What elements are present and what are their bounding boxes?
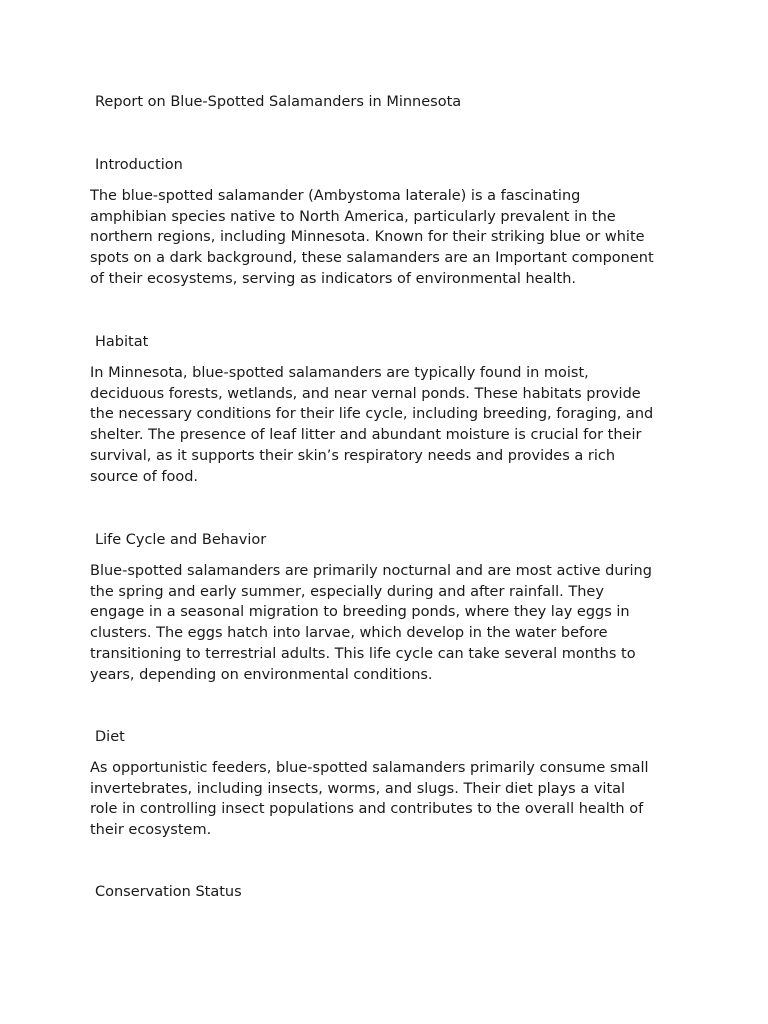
document-title: Report on Blue-Spotted Salamanders in Minnesota — [95, 94, 462, 110]
paragraph-line: source of food. — [90, 468, 199, 485]
paragraph-line: of their ecosystems, serving as indicators of environmental health. — [90, 270, 576, 287]
paragraph-line: engage in a seasonal migration to breeding ponds, where they lay eggs in — [90, 604, 630, 621]
paragraph-line: northern regions, including Minnesota. Known for their striking blue or white — [90, 229, 645, 246]
paragraph-line: Blue-spotted salamanders are primarily nocturnal and are most active during — [90, 563, 652, 579]
paragraph-line: spots on a dark background, these salamanders are an Important component — [90, 250, 654, 267]
section-heading-life-cycle: Life Cycle and Behavior — [95, 532, 267, 548]
section-heading-diet: Diet — [95, 729, 125, 745]
paragraph-line: transitioning to terrestrial adults. This life cycle can take several months to — [90, 645, 636, 662]
paragraph-line: The blue-spotted salamander (Ambystoma laterale) is a fascinating — [90, 188, 581, 204]
paragraph-line: the necessary conditions for their life cycle, including breeding, foraging, and — [90, 406, 654, 423]
paragraph-line: clusters. The eggs hatch into larvae, which develop in the water before — [90, 625, 608, 642]
paragraph-line: invertebrates, including insects, worms, and slugs. Their diet plays a vital — [90, 780, 626, 797]
section-heading-conservation-status: Conservation Status — [95, 884, 242, 900]
section-body-introduction — [90, 186, 690, 290]
section-body-life-cycle — [90, 561, 690, 685]
paragraph-line: survival, as it supports their skin’s respiratory needs and provides a rich — [90, 447, 616, 464]
section-body-habitat — [90, 363, 690, 487]
paragraph-line: As opportunistic feeders, blue-spotted salamanders primarily consume small — [90, 760, 649, 776]
section-heading-habitat: Habitat — [95, 334, 149, 350]
paragraph-line: role in controlling insect populations and contributes to the overall health of — [90, 801, 644, 818]
section-heading-introduction: Introduction — [95, 157, 183, 173]
paragraph-line: the spring and early summer, especially during and after rainfall. They — [90, 583, 604, 600]
paragraph-line: amphibian species native to North America, particularly prevalent in the — [90, 208, 616, 225]
section-body-diet — [90, 758, 690, 841]
paragraph-line: years, depending on environmental conditions. — [90, 666, 433, 683]
paragraph-line: deciduous forests, wetlands, and near vernal ponds. These habitats provide — [90, 385, 641, 402]
paragraph-line: shelter. The presence of leaf litter and abundant moisture is crucial for their — [90, 427, 642, 444]
paragraph-line: their ecosystem. — [90, 822, 212, 839]
paragraph-line: In Minnesota, blue-spotted salamanders are typically found in moist, — [90, 365, 589, 381]
